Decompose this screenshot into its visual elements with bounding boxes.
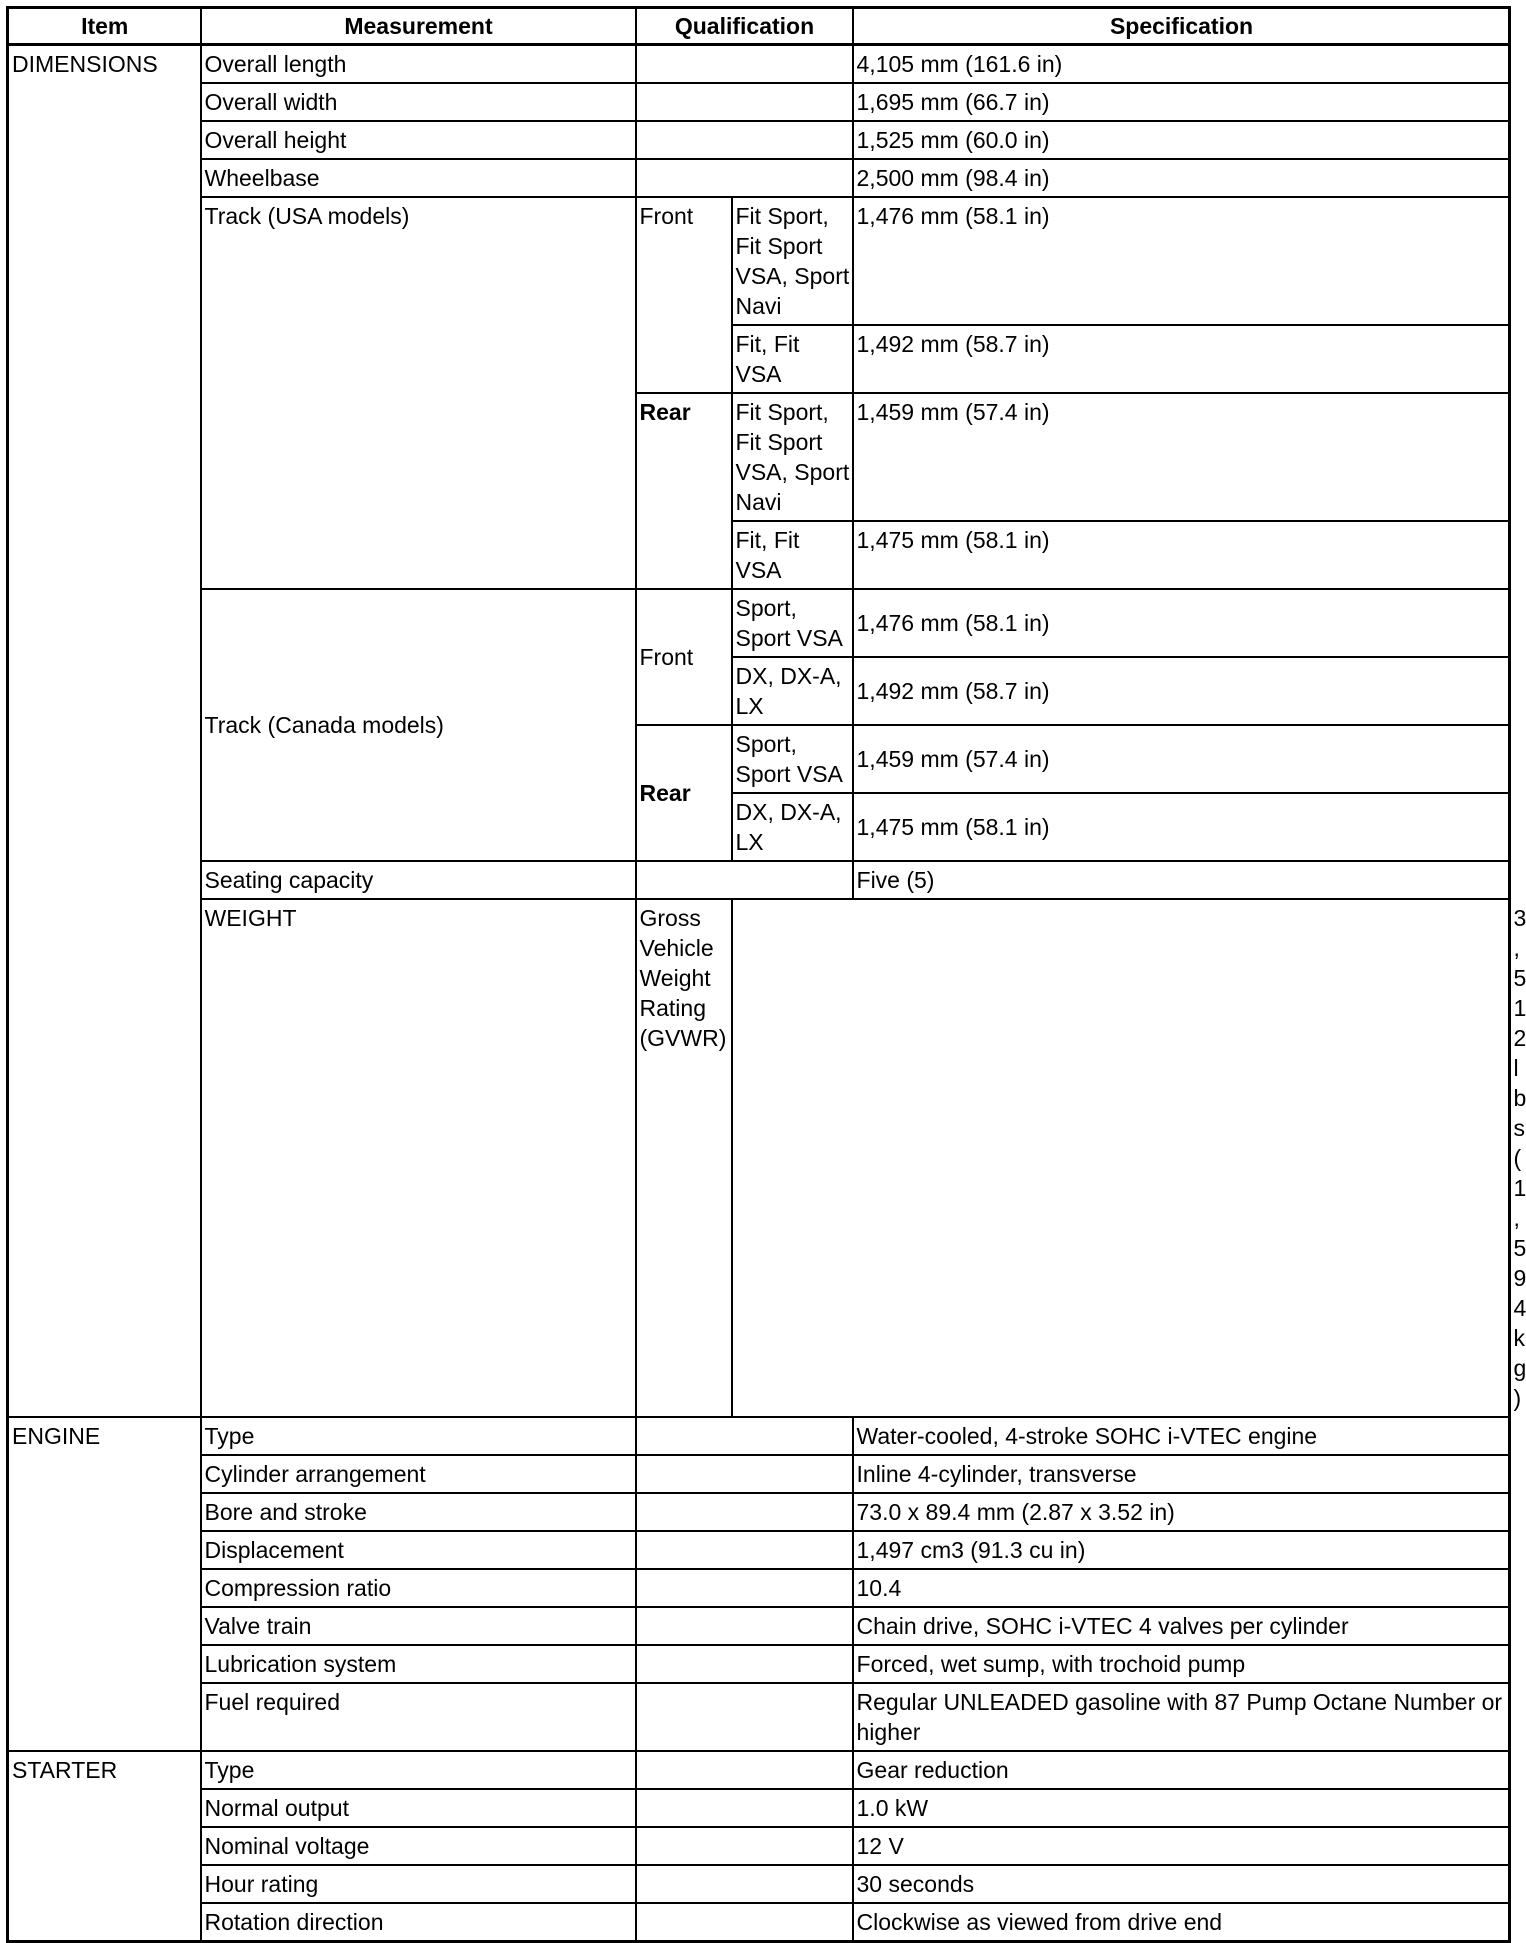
specification-cell: 1,497 cm3 (91.3 cu in): [853, 1531, 1510, 1569]
specification-cell: 1,459 mm (57.4 in): [853, 393, 1510, 521]
table-row: [8, 197, 1510, 325]
qualification-cell: [636, 1455, 853, 1493]
measurement-cell: Displacement: [201, 1531, 636, 1569]
table-row: [8, 1531, 1510, 1569]
measurement-cell: Valve train: [201, 1607, 636, 1645]
header-specification: Specification: [853, 8, 1510, 45]
table-row: [8, 1789, 1510, 1827]
item-dimensions: DIMENSIONS: [8, 45, 201, 1418]
measurement-cell: Overall length: [201, 45, 636, 84]
measurement-cell: Normal output: [201, 1789, 636, 1827]
table-row: [8, 1493, 1510, 1531]
qualification-cell: [636, 1903, 853, 1942]
measurement-cell: Fuel required: [201, 1683, 636, 1751]
qualification-cell: [636, 1789, 853, 1827]
measurement-cell: Rotation direction: [201, 1903, 636, 1942]
qualification-front: Front: [636, 197, 732, 393]
table-row: [8, 1827, 1510, 1865]
item-starter: STARTER: [8, 1751, 201, 1942]
table-row: [8, 1569, 1510, 1607]
specification-cell: 1,492 mm (58.7 in): [853, 325, 1510, 393]
specification-cell: Regular UNLEADED gasoline with 87 Pump Octane Number or higher: [853, 1683, 1510, 1751]
specification-cell: 1,476 mm (58.1 in): [853, 589, 1510, 657]
specification-cell: 1,492 mm (58.7 in): [853, 657, 1510, 725]
header-item: Item: [8, 8, 201, 45]
measurement-cell: Compression ratio: [201, 1569, 636, 1607]
specification-cell: 1.0 kW: [853, 1789, 1510, 1827]
item-engine: ENGINE: [8, 1417, 201, 1751]
specification-cell: Forced, wet sump, with trochoid pump: [853, 1645, 1510, 1683]
measurement-track-usa: Track (USA models): [201, 197, 636, 589]
header-qualification: Qualification: [636, 8, 853, 45]
measurement-cell: Bore and stroke: [201, 1493, 636, 1531]
specification-cell: 1,476 mm (58.1 in): [853, 197, 1510, 325]
header-measurement: Measurement: [201, 8, 636, 45]
trim-cell: DX, DX-A, LX: [732, 657, 853, 725]
measurement-cell: Wheelbase: [201, 159, 636, 197]
measurement-track-canada: Track (Canada models): [201, 589, 636, 861]
specification-cell: 1,475 mm (58.1 in): [853, 793, 1510, 861]
qualification-cell: [636, 1531, 853, 1569]
specification-cell: 30 seconds: [853, 1865, 1510, 1903]
table-row: [8, 121, 1510, 159]
qualification-cell: [636, 1569, 853, 1607]
qualification-cell: [636, 159, 853, 197]
qualification-cell: [636, 1417, 853, 1455]
qualification-cell: [636, 45, 853, 84]
trim-cell: Fit Sport, Fit Sport VSA, Sport Navi: [732, 197, 853, 325]
specification-cell: 1,695 mm (66.7 in): [853, 83, 1510, 121]
specification-cell: 1,525 mm (60.0 in): [853, 121, 1510, 159]
qualification-cell: [636, 121, 853, 159]
qualification-cell: [636, 1865, 853, 1903]
trim-cell: Fit, Fit VSA: [732, 325, 853, 393]
qualification-cell: [636, 1607, 853, 1645]
specification-cell: Gear reduction: [853, 1751, 1510, 1789]
qualification-cell: [636, 1683, 853, 1751]
specification-cell: 73.0 x 89.4 mm (2.87 x 3.52 in): [853, 1493, 1510, 1531]
measurement-cell: Overall width: [201, 83, 636, 121]
table-row: [8, 45, 1510, 84]
table-row: [8, 1417, 1510, 1455]
specification-cell: 1,475 mm (58.1 in): [853, 521, 1510, 589]
table-row: [8, 1751, 1510, 1789]
qualification-cell: [636, 1827, 853, 1865]
trim-cell: Fit Sport, Fit Sport VSA, Sport Navi: [732, 393, 853, 521]
table-row: [8, 159, 1510, 197]
table-row: [8, 1645, 1510, 1683]
qualification-cell: [732, 899, 1510, 1417]
qualification-rear: Rear: [636, 393, 732, 589]
table-row: [8, 1865, 1510, 1903]
measurement-cell: Gross Vehicle Weight Rating (GVWR): [636, 899, 732, 1417]
qualification-cell: [636, 861, 853, 899]
table-row: [8, 861, 1510, 899]
specification-cell: 12 V: [853, 1827, 1510, 1865]
specification-cell: Five (5): [853, 861, 1510, 899]
specification-cell: Clockwise as viewed from drive end: [853, 1903, 1510, 1942]
trim-cell: DX, DX-A, LX: [732, 793, 853, 861]
table-row: WEIGHT Gross Vehicle Weight Rating (GVWR) 3,512 lbs (1,594 kg): [8, 899, 1510, 1417]
qualification-cell: [636, 1493, 853, 1531]
specification-cell: 1,459 mm (57.4 in): [853, 725, 1510, 793]
specification-cell: 4,105 mm (161.6 in): [853, 45, 1510, 84]
measurement-cell: Type: [201, 1751, 636, 1789]
qualification-rear: Rear: [636, 725, 732, 861]
measurement-cell: Overall height: [201, 121, 636, 159]
specification-cell: Water-cooled, 4-stroke SOHC i-VTEC engine: [853, 1417, 1510, 1455]
item-weight: WEIGHT: [201, 899, 636, 1417]
measurement-cell: Lubrication system: [201, 1645, 636, 1683]
measurement-cell: Cylinder arrangement: [201, 1455, 636, 1493]
qualification-front: Front: [636, 589, 732, 725]
table-row: [8, 589, 1510, 657]
header-row: [8, 8, 1510, 45]
measurement-cell: Nominal voltage: [201, 1827, 636, 1865]
table-row: [8, 1683, 1510, 1751]
specification-cell: 2,500 mm (98.4 in): [853, 159, 1510, 197]
trim-cell: Fit, Fit VSA: [732, 521, 853, 589]
measurement-cell: Type: [201, 1417, 636, 1455]
qualification-cell: [636, 1751, 853, 1789]
table-row: [8, 1607, 1510, 1645]
specifications-table: [6, 6, 1526, 1943]
trim-cell: Sport, Sport VSA: [732, 589, 853, 657]
table-row: [8, 83, 1510, 121]
measurement-cell: Seating capacity: [201, 861, 636, 899]
specification-cell: 10.4: [853, 1569, 1510, 1607]
qualification-cell: [636, 83, 853, 121]
table-row: [8, 1903, 1510, 1942]
table-row: [8, 1455, 1510, 1493]
trim-cell: Sport, Sport VSA: [732, 725, 853, 793]
specification-cell: Chain drive, SOHC i-VTEC 4 valves per cylinder: [853, 1607, 1510, 1645]
specification-cell: Inline 4-cylinder, transverse: [853, 1455, 1510, 1493]
qualification-cell: [636, 1645, 853, 1683]
measurement-cell: Hour rating: [201, 1865, 636, 1903]
